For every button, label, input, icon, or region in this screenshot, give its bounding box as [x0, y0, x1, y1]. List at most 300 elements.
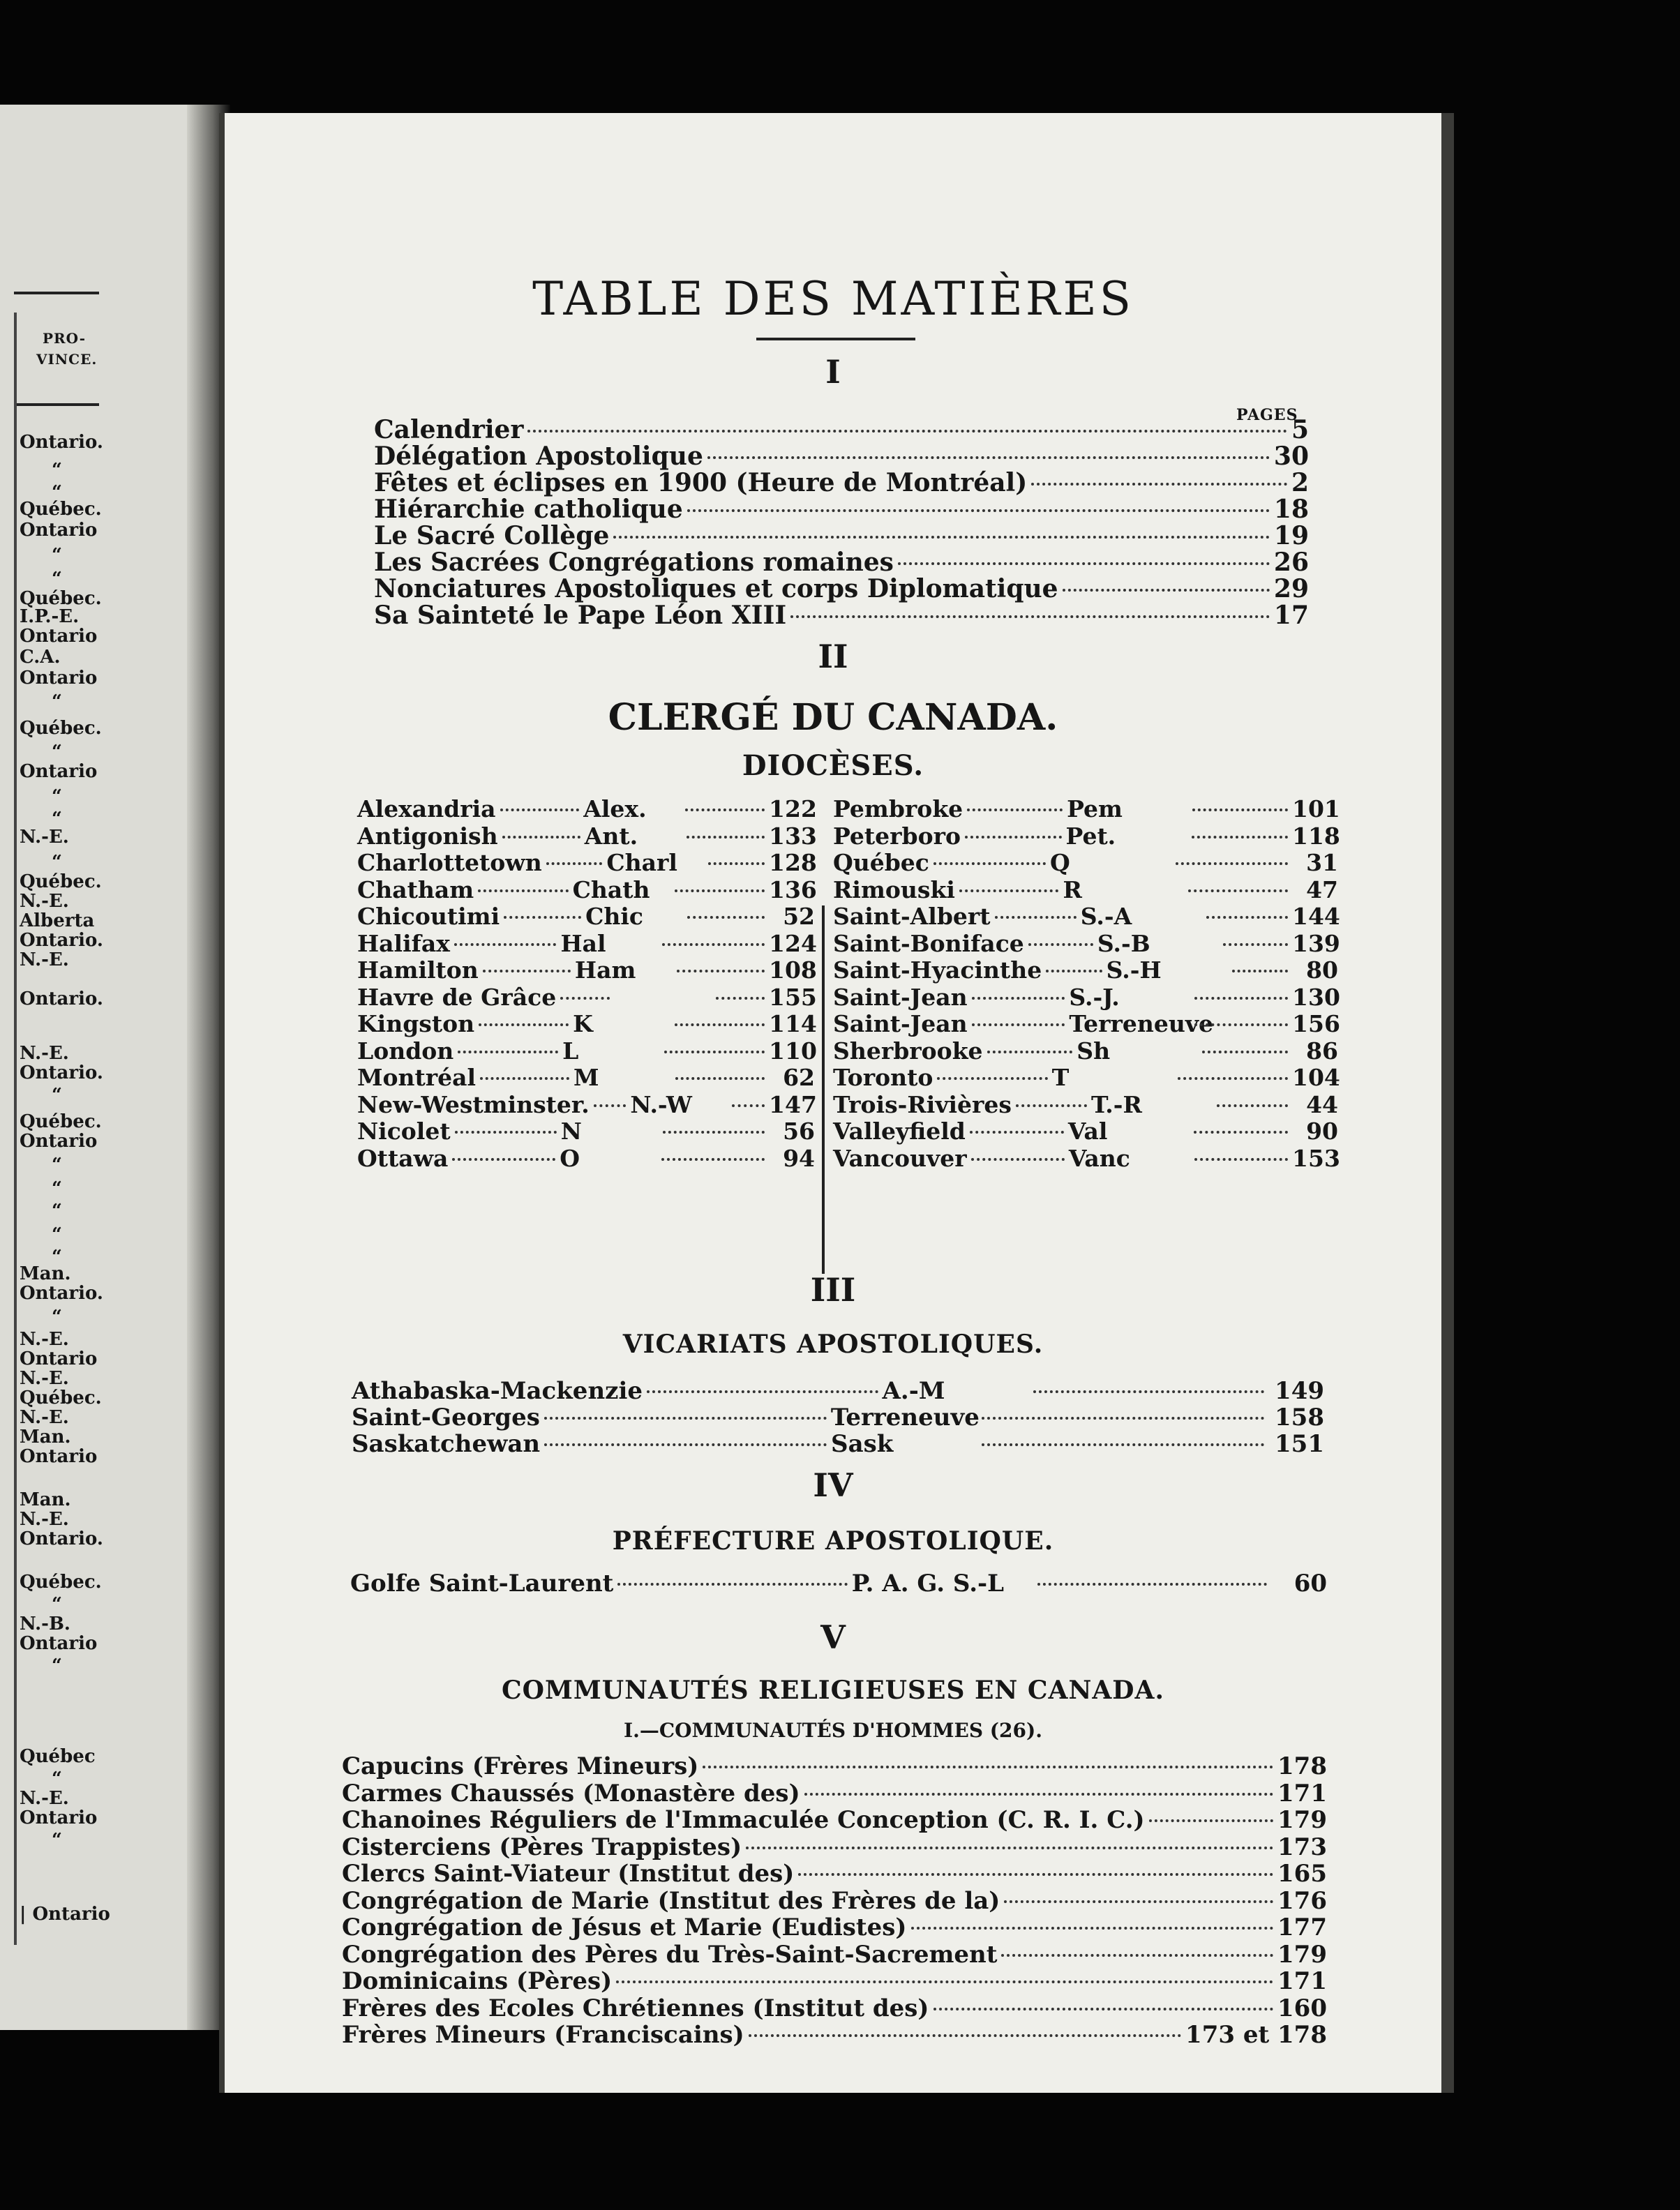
- diocese-abbr: Val: [1067, 1118, 1108, 1145]
- province-item: Ontario: [20, 1348, 98, 1369]
- diocese-abbr: S.-H: [1106, 956, 1162, 984]
- leader-dots: [544, 1417, 827, 1420]
- leader-dots: [965, 836, 1061, 839]
- entry-title: Le Sacré Collège: [374, 521, 610, 550]
- leader-dots: [1223, 943, 1288, 946]
- leader-dots: [995, 916, 1077, 919]
- section-2-subheading: DIOCÈSES.: [742, 749, 924, 782]
- leader-dots: [1188, 889, 1288, 892]
- diocese-abbr: Sh: [1077, 1037, 1111, 1065]
- leader-dots: [1028, 943, 1093, 946]
- diocese-entry: [357, 1010, 815, 1038]
- entry-title: Clercs Saint-Viateur (Institut des): [342, 1860, 795, 1888]
- province-item: Ontario: [20, 1131, 98, 1152]
- entry-title: Frères des Ecoles Chrétiennes (Institut des): [342, 1994, 929, 2022]
- diocese-entry: [357, 1118, 815, 1145]
- diocese-entry: [833, 956, 1338, 984]
- section-5-subheading: I.—COMMUNAUTÉS D'HOMMES (26).: [623, 1719, 1043, 1742]
- leader-dots: [502, 836, 580, 839]
- province-header-line-1: PRO-: [42, 330, 87, 347]
- diocese-name: Valleyfield: [833, 1118, 966, 1145]
- diocese-entry: [357, 822, 815, 850]
- toc-entry: [342, 1941, 1327, 1969]
- diocese-page: 130: [1292, 983, 1340, 1011]
- province-item: “: [52, 742, 62, 762]
- entry-page: 179: [1277, 1940, 1327, 1969]
- diocese-page: 144: [1292, 903, 1340, 930]
- entry-title: Capucins (Frères Mineurs): [342, 1752, 699, 1780]
- entry-page: 5: [1291, 415, 1309, 444]
- diocese-entry: [833, 795, 1338, 823]
- diocese-entry: [357, 984, 815, 1012]
- leader-dots: [675, 1023, 765, 1026]
- province-item: “: [52, 1201, 62, 1221]
- leader-dots: [687, 836, 765, 839]
- leader-dots: [664, 1051, 765, 1053]
- leader-dots: [544, 1443, 827, 1446]
- province-item: “: [52, 1594, 62, 1615]
- diocese-abbr: Charl: [606, 849, 677, 876]
- province-item: “: [52, 545, 62, 566]
- leader-dots: [458, 1051, 558, 1053]
- leader-dots: [972, 997, 1065, 1000]
- leader-dots: [1001, 1954, 1273, 1957]
- section-1-numeral: I: [825, 353, 841, 391]
- leader-dots: [1194, 1131, 1288, 1134]
- leader-dots: [707, 456, 1270, 459]
- leader-dots: [1192, 809, 1288, 811]
- leader-dots: [1176, 862, 1288, 865]
- entry-abbr: P. A. G. S.-L: [851, 1570, 1005, 1598]
- leader-dots: [746, 1847, 1273, 1849]
- diocese-name: Hamilton: [357, 956, 479, 984]
- entry-page: 17: [1273, 601, 1309, 630]
- diocese-entry: [357, 1037, 815, 1065]
- leader-dots: [613, 536, 1269, 539]
- diocese-abbr: Alex.: [583, 795, 647, 822]
- province-item: N.-E.: [20, 1788, 69, 1809]
- diocese-name: New-Westminster.: [357, 1090, 590, 1118]
- province-item: Man.: [20, 1263, 71, 1284]
- entry-abbr: Terreneuve: [830, 1404, 980, 1431]
- diocese-entry: [833, 1010, 1338, 1038]
- diocese-entry: [833, 1064, 1338, 1092]
- section-4-numeral: IV: [813, 1466, 853, 1504]
- diocese-page: 101: [1292, 795, 1340, 822]
- province-item: Ontario: [20, 520, 98, 541]
- diocese-name: Alexandria: [357, 795, 496, 822]
- diocese-name: Pembroke: [833, 795, 963, 822]
- entry-page: 160: [1277, 1994, 1327, 2022]
- province-item: Québec.: [20, 588, 102, 609]
- entry-page: 173: [1277, 1833, 1327, 1861]
- province-item: Ontario: [20, 761, 98, 782]
- entry-page: 60: [1293, 1570, 1328, 1598]
- diocese-abbr: Pem: [1067, 795, 1123, 822]
- diocese-abbr: L: [562, 1037, 579, 1065]
- entry-title: Les Sacrées Congrégations romaines: [374, 548, 894, 577]
- entry-page: 26: [1273, 548, 1309, 577]
- province-item: N.-E.: [20, 1329, 69, 1350]
- province-item: “: [52, 1655, 62, 1676]
- province-item: “: [52, 1155, 62, 1175]
- diocese-entry: [357, 1064, 815, 1092]
- diocese-abbr: Ant.: [584, 822, 638, 850]
- entry-page: 29: [1273, 574, 1309, 603]
- leader-dots: [479, 1023, 569, 1026]
- toc-entry: [342, 1752, 1327, 1780]
- leader-dots: [798, 1873, 1273, 1876]
- leader-dots: [594, 1104, 627, 1107]
- toc-entry: [374, 442, 1309, 470]
- leader-dots: [452, 1158, 555, 1161]
- diocese-abbr: T.-R: [1091, 1090, 1142, 1118]
- diocese-entry: [833, 1145, 1338, 1173]
- leader-dots: [898, 562, 1270, 565]
- province-item: N.-E.: [20, 1368, 69, 1389]
- toc-entry: [352, 1430, 1324, 1458]
- diocese-abbr: Chic: [585, 903, 643, 930]
- diocese-name: Sherbrooke: [833, 1037, 983, 1065]
- province-item: “: [52, 852, 62, 873]
- diocese-page: 80: [1306, 956, 1338, 984]
- diocese-page: 114: [769, 1010, 817, 1037]
- entry-title: Sa Sainteté le Pape Léon XIII: [374, 601, 787, 630]
- diocese-page: 155: [769, 983, 817, 1011]
- leader-dots: [1192, 836, 1288, 839]
- leader-dots: [1031, 483, 1287, 486]
- entry-page: 179: [1277, 1806, 1327, 1834]
- toc-entry: [352, 1377, 1324, 1405]
- province-item: N.-E.: [20, 949, 69, 970]
- province-item: Ontario.: [20, 930, 103, 951]
- diocese-abbr: Chath: [572, 875, 650, 903]
- leader-dots: [1063, 589, 1270, 592]
- province-item: “: [52, 1178, 62, 1199]
- diocese-entry: [357, 1091, 815, 1119]
- diocese-entry: [833, 1118, 1338, 1145]
- entry-name: Golfe Saint-Laurent: [350, 1570, 614, 1598]
- toc-entry: [342, 1994, 1327, 2022]
- entry-title: Délégation Apostolique: [374, 442, 703, 471]
- leader-dots: [1194, 1158, 1288, 1161]
- diocese-name: Saint-Jean: [833, 983, 968, 1011]
- diocese-page: 47: [1306, 875, 1338, 903]
- entry-page: 19: [1273, 521, 1309, 550]
- leader-dots: [454, 943, 557, 946]
- title-rule: [756, 338, 915, 340]
- leader-dots: [790, 615, 1270, 618]
- province-item: Québec.: [20, 499, 102, 520]
- toc-entry: [342, 1967, 1327, 1995]
- diocese-page: 133: [769, 822, 817, 850]
- diocese-abbr: Vanc: [1068, 1144, 1130, 1172]
- diocese-entry: [833, 930, 1338, 958]
- section-4-heading: PRÉFECTURE APOSTOLIQUE.: [612, 1526, 1054, 1556]
- diocese-abbr: Pet.: [1065, 822, 1116, 850]
- province-item: “: [52, 691, 62, 712]
- diocese-abbr: T: [1051, 1064, 1070, 1091]
- leader-dots: [970, 1131, 1064, 1134]
- toc-entry: [342, 1806, 1327, 1834]
- diocese-page: 86: [1306, 1037, 1338, 1065]
- province-item: Man.: [20, 1489, 71, 1510]
- toc-entry: [350, 1570, 1327, 1598]
- section-5-heading: COMMUNAUTÉS RELIGIEUSES EN CANADA.: [502, 1676, 1164, 1705]
- province-item: Ontario.: [20, 989, 103, 1009]
- leader-dots: [933, 862, 1046, 865]
- diocese-entry: [833, 1091, 1338, 1119]
- diocese-abbr: M: [573, 1064, 599, 1091]
- diocese-abbr: Terreneuve: [1069, 1010, 1214, 1037]
- province-item: “: [52, 809, 62, 829]
- entry-name: Saint-Georges: [352, 1404, 540, 1431]
- entry-title: Carmes Chaussés (Monastère des): [342, 1779, 800, 1807]
- diocese-page: 110: [769, 1037, 817, 1065]
- province-item: C.A.: [20, 647, 61, 668]
- diocese-name: Saint-Jean: [833, 1010, 968, 1037]
- province-item: “: [52, 1830, 62, 1851]
- entry-abbr: A.-M: [882, 1377, 945, 1405]
- toc-entry: [374, 601, 1309, 629]
- diocese-name: Québec: [833, 849, 929, 876]
- province-column-header: [36, 328, 98, 370]
- province-item: N.-B.: [20, 1614, 70, 1634]
- entry-page: 149: [1275, 1377, 1325, 1405]
- diocese-name: Saint-Boniface: [833, 929, 1024, 957]
- leader-dots: [616, 1980, 1273, 1983]
- province-item: Ontario: [20, 1446, 98, 1467]
- entry-page: 158: [1275, 1404, 1324, 1431]
- leader-dots: [662, 943, 765, 946]
- leader-dots: [1232, 970, 1288, 972]
- pages-column-label: PAGES: [1236, 406, 1298, 424]
- diocese-page: 108: [769, 956, 817, 984]
- diocese-abbr: R: [1063, 875, 1082, 903]
- diocese-entry: [357, 956, 815, 984]
- province-column-rule-top: [14, 292, 99, 294]
- entry-name: Saskatchewan: [352, 1430, 541, 1458]
- diocese-page: 122: [769, 795, 817, 822]
- toc-entry: [374, 522, 1309, 550]
- diocese-page: 56: [783, 1118, 815, 1145]
- toc-entry: [342, 1780, 1327, 1807]
- province-item: N.-E.: [20, 827, 69, 848]
- entry-page: 151: [1275, 1430, 1324, 1458]
- diocese-abbr: S.-J.: [1069, 983, 1120, 1011]
- diocese-entry: [357, 1145, 815, 1173]
- diocese-entry: [833, 984, 1338, 1012]
- province-item: “: [52, 482, 62, 503]
- diocese-page: 139: [1292, 929, 1340, 957]
- toc-entry: [342, 1887, 1327, 1915]
- province-item: | Ontario: [20, 1904, 110, 1925]
- province-item: N.-E.: [20, 1407, 69, 1428]
- leader-dots: [708, 862, 765, 865]
- diocese-abbr: Hal: [560, 929, 606, 957]
- province-item: “: [52, 1224, 62, 1245]
- leader-dots: [661, 1158, 765, 1161]
- toc-entry: [342, 1860, 1327, 1888]
- diocese-name: London: [357, 1037, 454, 1065]
- leader-dots: [937, 1077, 1047, 1080]
- entry-abbr: Sask: [831, 1430, 894, 1458]
- entry-title: Cisterciens (Pères Trappistes): [342, 1833, 742, 1861]
- province-item: Ontario.: [20, 1528, 103, 1549]
- leader-dots: [1202, 1051, 1288, 1053]
- province-item: “: [52, 1247, 62, 1268]
- diocese-page: 94: [783, 1144, 815, 1172]
- entry-page: 171: [1277, 1779, 1327, 1807]
- leader-dots: [1194, 1023, 1288, 1026]
- entry-title: Congrégation de Marie (Institut des Frères de la): [342, 1886, 1000, 1915]
- diocese-entry: [357, 849, 815, 877]
- entry-page: 171: [1277, 1967, 1327, 1995]
- province-item: Québec.: [20, 1572, 102, 1593]
- diocese-name: Vancouver: [833, 1144, 967, 1172]
- entry-title: Frères Mineurs (Franciscains): [342, 2021, 744, 2049]
- diocese-page: 156: [1292, 1010, 1340, 1037]
- dioceses-column-separator: [822, 905, 825, 1274]
- leader-dots: [971, 1158, 1065, 1161]
- diocese-name: Halifax: [357, 929, 450, 957]
- leader-dots: [1206, 916, 1288, 919]
- leader-dots: [967, 809, 1063, 811]
- diocese-abbr: Q: [1049, 849, 1070, 876]
- toc-entry: [374, 416, 1309, 444]
- province-item: Ontario: [20, 626, 98, 647]
- diocese-name: Rimouski: [833, 875, 955, 903]
- entry-title: Nonciatures Apostoliques et corps Diplomatique: [374, 574, 1058, 603]
- province-item: Ontario: [20, 668, 98, 689]
- entry-title: Chanoines Réguliers de l'Immaculée Conception (C. R. I. C.): [342, 1806, 1145, 1834]
- province-item: “: [52, 1307, 62, 1328]
- leader-dots: [1033, 1390, 1265, 1393]
- province-item: “: [52, 1768, 62, 1789]
- province-item: Ontario: [20, 1807, 98, 1828]
- toc-entry: [352, 1404, 1324, 1431]
- toc-entry: [342, 2021, 1327, 2049]
- diocese-name: Peterboro: [833, 822, 961, 850]
- leader-dots: [1016, 1104, 1087, 1107]
- diocese-entry: [833, 1037, 1338, 1065]
- leader-dots: [982, 1443, 1264, 1446]
- entry-page: 178: [1277, 1752, 1327, 1780]
- diocese-page: 153: [1292, 1144, 1340, 1172]
- diocese-entry: [357, 795, 815, 823]
- province-item: Québec.: [20, 871, 102, 892]
- province-item: Ontario: [20, 1633, 98, 1654]
- leader-dots: [675, 889, 765, 892]
- diocese-name: Kingston: [357, 1010, 475, 1037]
- diocese-page: 128: [769, 849, 817, 876]
- toc-entry: [374, 548, 1309, 576]
- leader-dots: [560, 997, 609, 1000]
- diocese-name: Chicoutimi: [357, 903, 500, 930]
- diocese-entry: [833, 822, 1338, 850]
- diocese-name: Trois-Rivières: [833, 1090, 1012, 1118]
- leader-dots: [546, 862, 603, 865]
- leader-dots: [749, 2034, 1181, 2037]
- diocese-entry: [833, 903, 1338, 931]
- diocese-name: Ottawa: [357, 1144, 449, 1172]
- diocese-name: Havre de Grâce: [357, 983, 557, 1011]
- leader-dots: [685, 809, 765, 811]
- contents-page: [219, 113, 1441, 2093]
- province-item: Alberta: [20, 910, 95, 931]
- entry-title: Dominicains (Pères): [342, 1967, 613, 1995]
- diocese-page: 90: [1306, 1118, 1338, 1145]
- section-2-numeral: II: [818, 638, 848, 675]
- entry-title: Hiérarchie catholique: [374, 495, 683, 524]
- diocese-page: 147: [769, 1090, 817, 1118]
- province-item: Ontario.: [20, 432, 103, 453]
- entry-title: Calendrier: [374, 415, 524, 444]
- section-3-numeral: III: [810, 1271, 856, 1309]
- entry-page: 2: [1291, 468, 1309, 497]
- diocese-page: 136: [769, 875, 817, 903]
- diocese-name: Chatham: [357, 875, 474, 903]
- leader-dots: [1194, 997, 1288, 1000]
- province-item: “: [52, 460, 62, 481]
- province-item: Man.: [20, 1427, 71, 1448]
- diocese-name: Montréal: [357, 1064, 477, 1091]
- diocese-abbr: S.-A: [1080, 903, 1132, 930]
- leader-dots: [982, 1417, 1264, 1420]
- diocese-abbr: N.-W: [630, 1090, 692, 1118]
- leader-dots: [647, 1390, 878, 1393]
- leader-dots: [1037, 1583, 1267, 1586]
- leader-dots: [455, 1131, 557, 1134]
- province-item: Québec.: [20, 718, 102, 739]
- diocese-entry: [357, 930, 815, 958]
- province-item: “: [52, 569, 62, 589]
- province-header-line-2: VINCE.: [36, 351, 98, 368]
- province-item: N.-E.: [20, 891, 69, 912]
- diocese-entry: [357, 876, 815, 904]
- entry-title: Fêtes et éclipses en 1900 (Heure de Montréal): [374, 468, 1028, 497]
- leader-dots: [504, 916, 581, 919]
- leader-dots: [1217, 1104, 1288, 1107]
- leader-dots: [480, 1077, 569, 1080]
- entry-title: Congrégation des Pères du Très-Saint-Sacrement: [342, 1940, 998, 1969]
- diocese-page: 118: [1292, 822, 1340, 850]
- province-item: Québec: [20, 1746, 96, 1767]
- leader-dots: [933, 2008, 1273, 2010]
- leader-dots: [687, 509, 1270, 512]
- diocese-page: 52: [783, 903, 815, 930]
- province-item: Ontario.: [20, 1283, 103, 1304]
- diocese-entry: [357, 903, 815, 931]
- leader-dots: [687, 916, 765, 919]
- entry-page: 173 et 178: [1185, 2021, 1327, 2049]
- leader-dots: [500, 809, 580, 811]
- entry-page: 30: [1273, 442, 1309, 471]
- diocese-name: Antigonish: [357, 822, 498, 850]
- diocese-abbr: N: [560, 1118, 582, 1145]
- province-item: “: [52, 786, 62, 807]
- entry-page: 18: [1273, 495, 1309, 524]
- leader-dots: [1149, 1819, 1273, 1822]
- leader-dots: [663, 1131, 765, 1134]
- province-item: N.-E.: [20, 1509, 69, 1530]
- province-item: Ontario.: [20, 1062, 103, 1083]
- diocese-abbr: S.-B: [1097, 929, 1150, 957]
- leader-dots: [677, 970, 765, 972]
- entry-name: Athabaska-Mackenzie: [352, 1377, 643, 1405]
- province-item: N.-E.: [20, 1043, 69, 1064]
- leader-dots: [675, 1077, 765, 1080]
